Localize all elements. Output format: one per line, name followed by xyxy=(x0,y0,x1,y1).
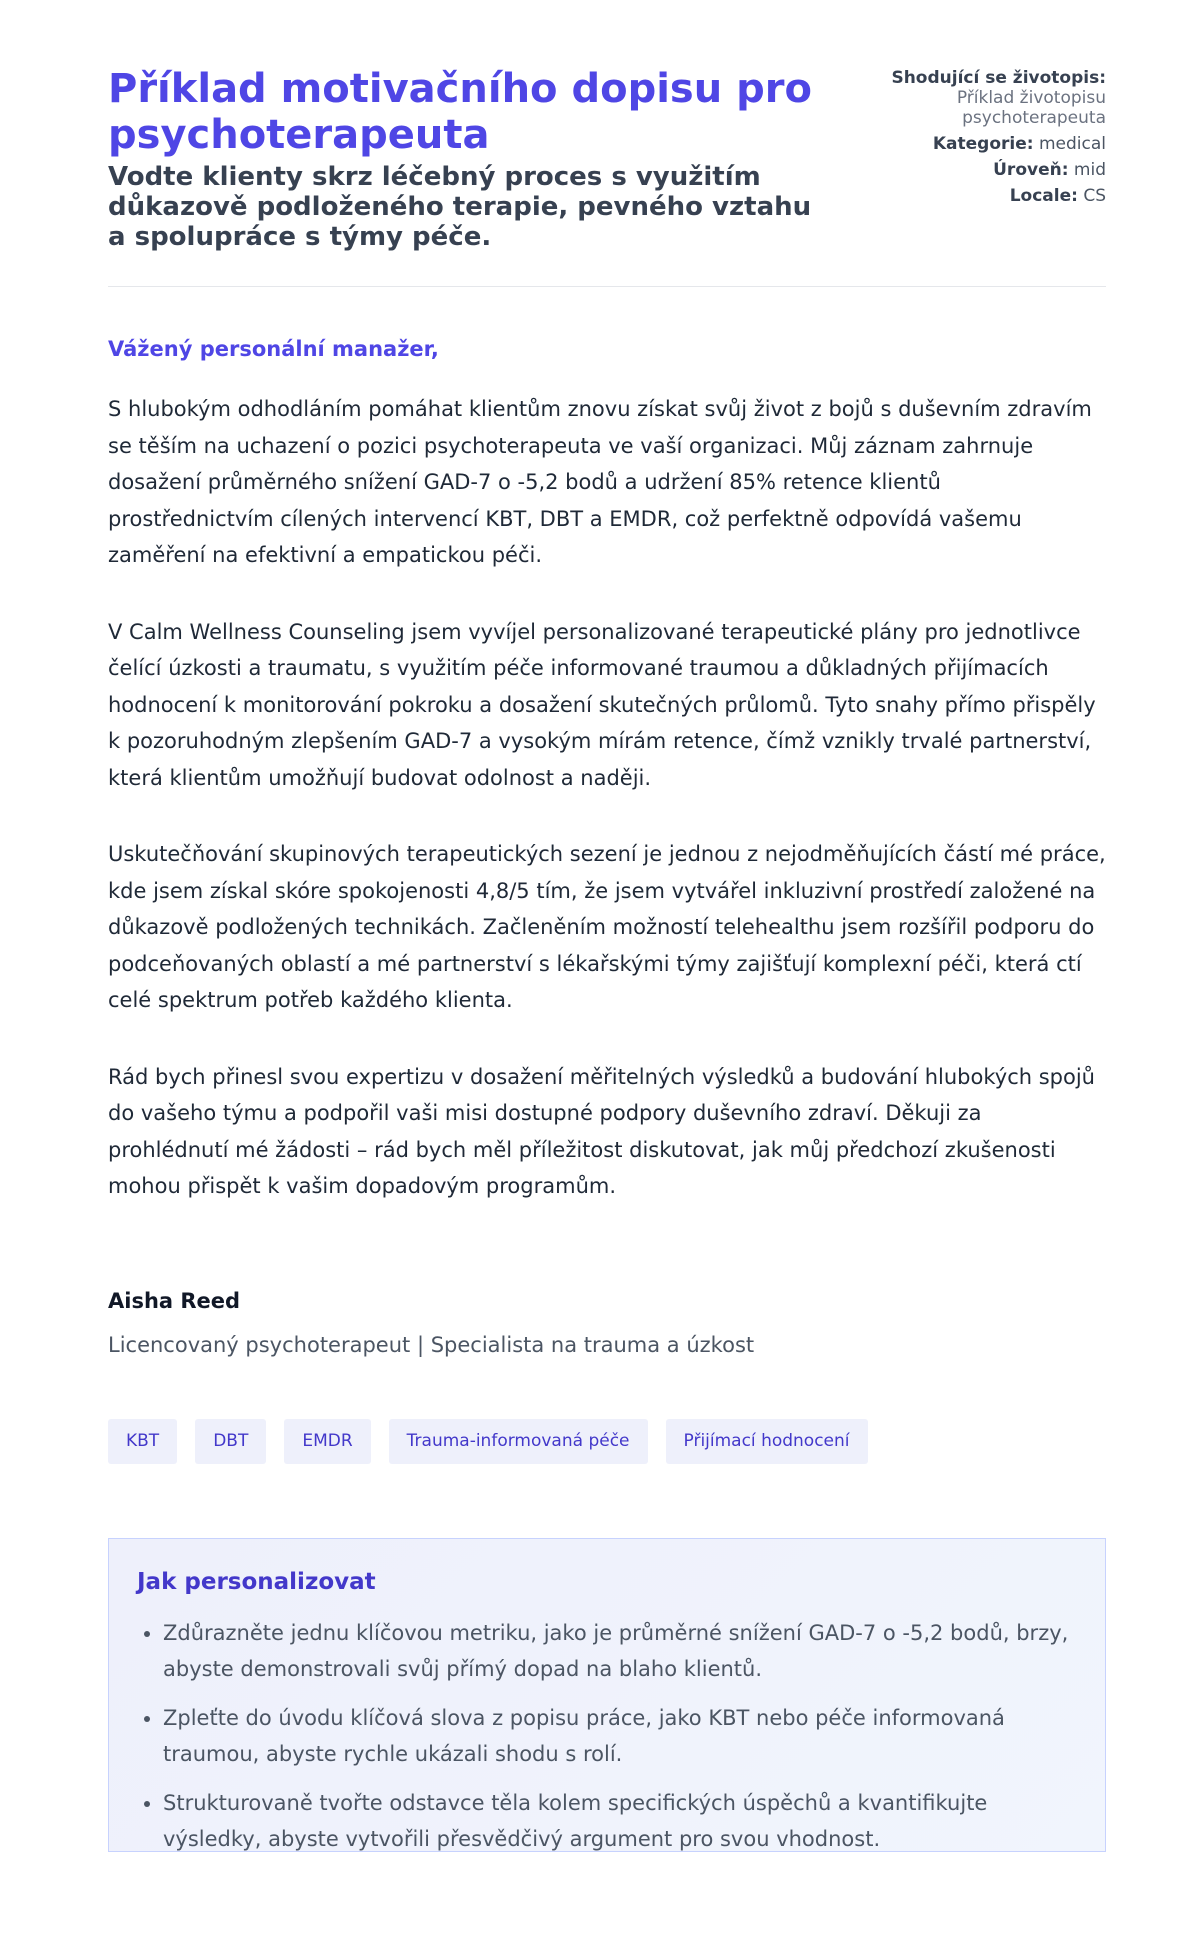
page-subtitle: Vodte klienty skrz léčebný proces s využitím důkazově podloženého terapie, pevného vztahu a spolupráce s týmy péče. xyxy=(108,162,812,252)
letter-paragraph: Uskutečňování skupinových terapeutických sezení je jednou z nejodměňujících částí mé práce, kde jsem získal skóre spokojenosti 4,8/5 tím, že jsem vytvářel inkluzivní prostředí založené na důkazově podložených technikách. Začleněním možností telehealthu jsem rozšířil podporu do podceňovaných oblastí a mé partnerství s lékařskými týmy zajišťují komplexní péči, která ctí celé spektrum potřeb každého klienta. xyxy=(108,842,1106,1012)
meta-panel xyxy=(866,66,1106,212)
skill-tag: KBT xyxy=(108,1419,177,1464)
letter-paragraph: S hlubokým odhodláním pomáhat klientům znovu získat svůj život z bojů s duševním zdravím se těším na uchazení o pozici psychoterapeuta ve vaší organizaci. Můj záznam zahrnuje dosažení průměrného snížení GAD-7 o -5,2 bodů a udržení 85% retence klientů prostřednictvím cílených intervencí KBT, DBT a EMDR, což perfektně odpovídá vašemu zaměření na efektivní a empatickou péči. xyxy=(108,397,1092,567)
letter-paragraph: V Calm Wellness Counseling jsem vyvíjel personalizované terapeutické plány pro jednotlivce čelící úzkosti a traumatu, s využitím péče informované traumou a důkladných přijímacích hodnocení k monitorování pokroku a dosažení skutečných průlomů. Tyto snahy přímo přispěly k pozoruhodným zlepšením GAD-7 a vysokým mírám retence, čímž vznikly trvalé partnerství, která klientům umožňují budovat odolnost a naději. xyxy=(108,619,1096,790)
meta-locale-label: Locale: xyxy=(1009,186,1078,206)
tips-list xyxy=(137,1615,1077,1858)
meta-resume xyxy=(866,68,1106,88)
cover-letter-page xyxy=(108,0,1106,1852)
tips-item: • Zdůrazněte jednu klíčovou metriku, jako je průměrné snížení GAD-7 o -5,2 bodů, brzy, abyste demonstrovali svůj přímý dopad na blaho klientů. xyxy=(163,1615,1077,1688)
meta-resume-label: Shodující se životopis: xyxy=(891,68,1106,88)
page-title: Příklad motivačního dopisu pro psychoterapeuta xyxy=(108,66,812,158)
skill-tag: EMDR xyxy=(284,1419,370,1464)
skill-tags xyxy=(108,1419,1106,1464)
signature-role: Licencovaný psychoterapeut | Specialista na trauma a úzkost xyxy=(108,1332,755,1357)
page-header xyxy=(108,0,1106,287)
meta-locale-value: CS xyxy=(1083,186,1106,206)
meta-locale xyxy=(866,186,1106,206)
skill-tag: Trauma-informovaná péče xyxy=(389,1419,648,1464)
skill-tag: Přijímací hodnocení xyxy=(666,1419,868,1464)
meta-level xyxy=(866,160,1106,180)
tips-item: • Strukturovaně tvořte odstavce těla kolem specifických úspěchů a kvantifikujte výsledky, abyste vytvořili přesvědčivý argument pro svou vhodnost. xyxy=(163,1785,1077,1858)
meta-level-label: Úroveň: xyxy=(993,160,1069,180)
meta-category-label: Kategorie: xyxy=(932,134,1034,154)
meta-level-value: mid xyxy=(1073,160,1106,180)
meta-category-value: medical xyxy=(1038,134,1106,154)
skill-tag: DBT xyxy=(195,1419,266,1464)
tips-item: • Zpleťte do úvodu klíčová slova z popisu práce, jako KBT nebo péče informovaná traumou, abyste rychle ukázali shodu s rolí. xyxy=(163,1700,1077,1773)
letter-paragraph: Rád bych přinesl svou expertizu v dosažení měřitelných výsledků a budování hlubokých spojů do vašeho týmu a podpořil vaši misi dostupné podpory duševního zdraví. Děkuji za prohlédnutí mé žádosti – rád bych měl příležitost diskutovat, jak můj předchozí zkušenosti mohou přispět k vašim dopadovým programům. xyxy=(108,1064,1095,1198)
meta-category xyxy=(866,134,1106,154)
signature-name: Aisha Reed xyxy=(108,1288,241,1313)
personalization-tips-box xyxy=(108,1538,1106,1852)
header-title-block xyxy=(108,66,828,252)
tips-title: Jak personalizovat xyxy=(137,1568,376,1595)
meta-resume-link[interactable]: Příklad životopisu psychoterapeuta xyxy=(956,88,1106,128)
letter-greeting: Vážený personální manažer, xyxy=(108,337,439,361)
